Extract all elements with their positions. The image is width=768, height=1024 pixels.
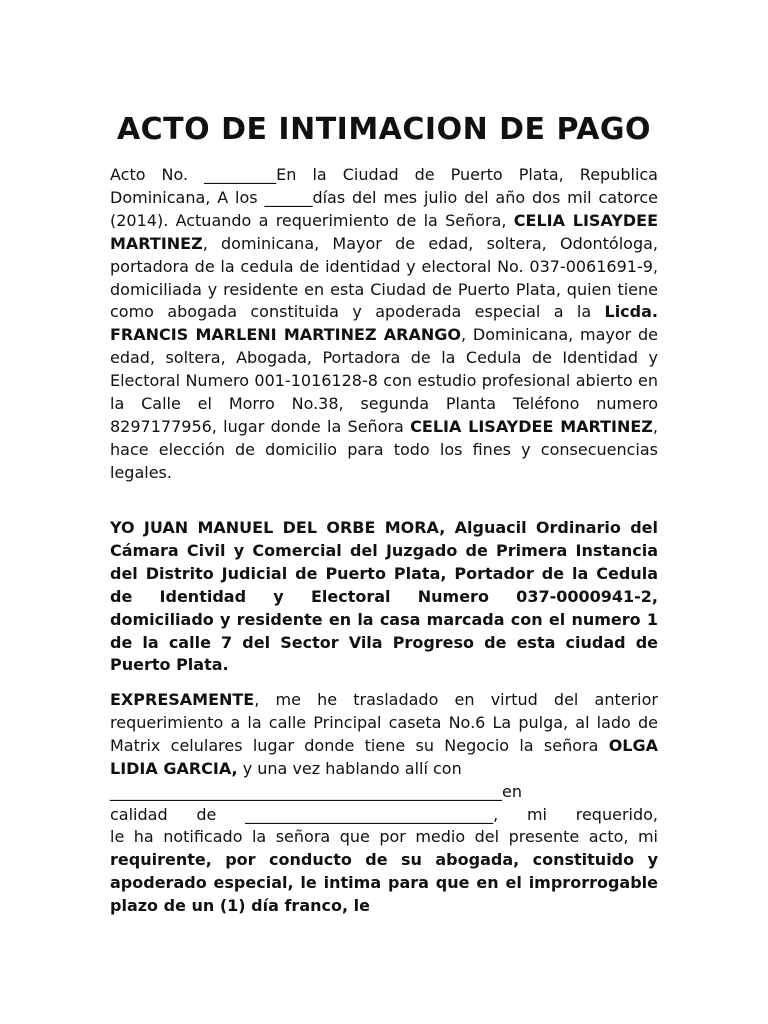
lawyer-details: , Dominicana, mayor de edad, soltera, Abogada, Portadora de la Cedula de Identidad y Electoral Numero 001-1016128-8 con estudio profesional abierto en la Calle el Morro No.38, segunda Planta Teléfono numero 8297177956, lugar donde la Señora [110, 325, 659, 436]
requester-name-repeat: CELIA LISAYDEE MARTINEZ [410, 416, 653, 436]
day-blank: ______ [264, 187, 313, 207]
act-number-blank: _________ [204, 165, 277, 184]
paragraph-act-intro [110, 164, 658, 485]
paragraph-bailiff: YO JUAN MANUEL DEL ORBE MORA, Alguacil Ordinario del Cámara Civil y Comercial del Juzgado de Primera Instancia del Distrito Judicial de Puerto Plata, Portador de la Cedula de Identidad y Electoral Numero 037-0000941-2, domiciliado y residente en la casa marcada con el numero 1 de la calle 7 del Sector Vila Progreso de esta ciudad de Puerto Plata. [110, 518, 658, 675]
summons-text: requirente, por conducto de su abogada, constituido y apoderado especial, le intima para que en el improrrogable plazo de un (1) día franco, le [110, 850, 658, 916]
act-location-text: En la Ciudad de Puerto Plata, Republica Dominicana, A los [110, 165, 658, 207]
speaking-with-blank: _________________________________________________ [110, 781, 502, 801]
mi-requerido-text: , mi requerido, [493, 804, 658, 824]
capacity-blank: _______________________________ [245, 804, 494, 824]
notified-text: le ha notificado la señora que por medio del presente acto, mi [110, 827, 658, 847]
requester-details: , dominicana, Mayor de edad, soltera, Odontóloga, portadora de la cedula de identidad y electoral No. 037-0061691-9, domiciliada y residente en esta Ciudad de Puerto Plata, quien tiene como abogada constituida y apoderada especial a la [110, 233, 658, 322]
paragraph-notification [110, 689, 658, 918]
requester-name: CELIA LISAYDEE MARTINEZ [110, 210, 658, 253]
expresamente-lead: EXPRESAMENTE [110, 690, 255, 709]
lawyer-name: Licda. FRANCIS MARLENI MARTINEZ ARANGO [110, 302, 658, 345]
capacity-row [110, 804, 658, 827]
en-text: en [502, 781, 522, 801]
blank-line-row [110, 781, 658, 804]
speaking-with-text: y una vez hablando allí con [237, 758, 462, 778]
act-date-text: días del mes julio del año dos mil catorce (2014). Actuando a requerimiento de la Señora, [110, 187, 658, 230]
notification-text: , me he trasladado en virtud del anterior requerimiento a la calle Principal caseta No.6 La pulga, al lado de Matrix celulares lugar donde tiene su Negocio la señora [110, 690, 658, 755]
act-number-label: Acto No. [110, 165, 205, 184]
notified-person-name: OLGA LIDIA GARCIA, [110, 735, 658, 778]
capacity-label: calidad de [110, 804, 246, 824]
domicile-text: , hace elección de domicilio para todo los fines y consecuencias legales. [110, 416, 658, 482]
document-title: ACTO DE INTIMACION DE PAGO [116, 112, 652, 147]
